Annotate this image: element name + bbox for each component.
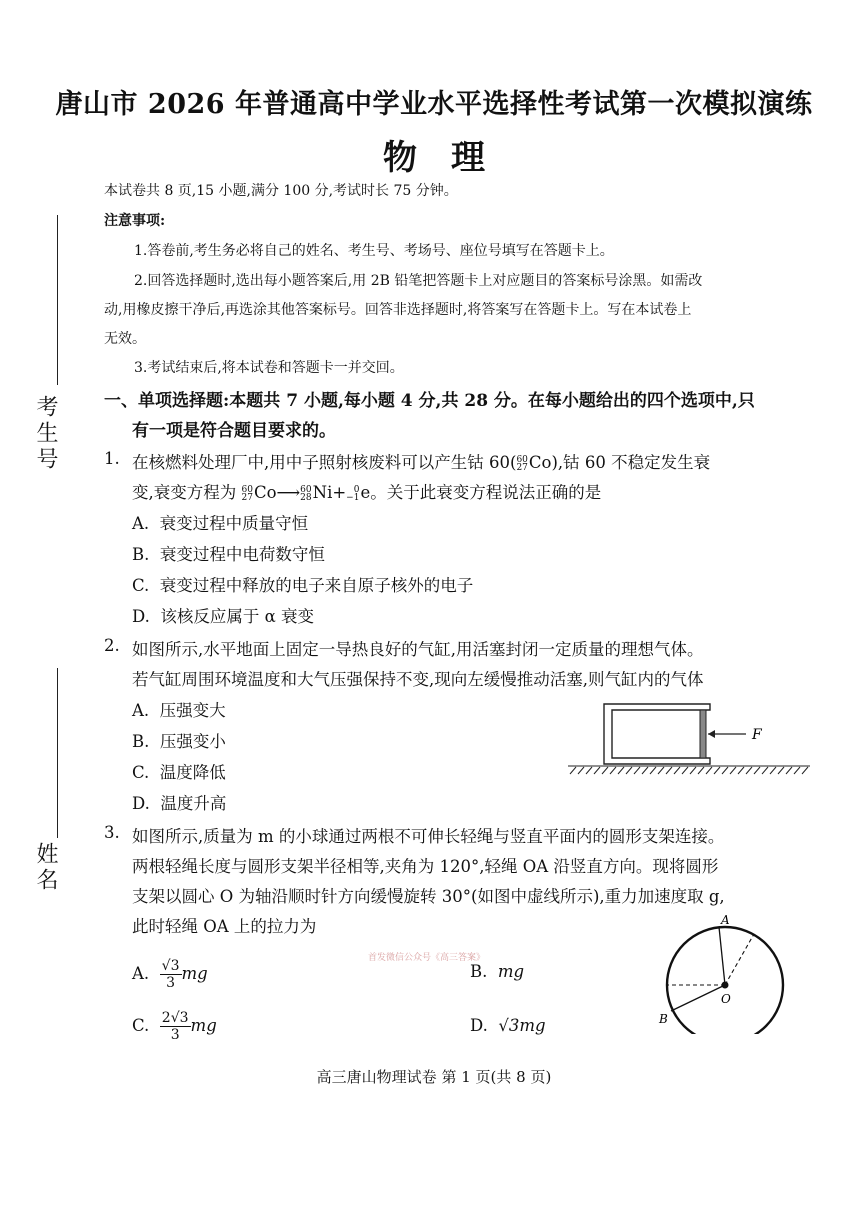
option-text: 该核反应属于 α 衰变 xyxy=(160,607,315,626)
option-text: mg xyxy=(190,1016,217,1035)
option-label: C. xyxy=(132,763,150,782)
fraction xyxy=(160,1010,191,1043)
notice-item-1: 1.答卷前,考生务必将自己的姓名、考生号、考场号、座位号填写在答题卡上。 xyxy=(134,243,614,259)
section-heading: 一、单项选择题:本题共 7 小题,每小题 4 分,共 28 分。在每小题给出的四个选项中,只 xyxy=(104,391,755,411)
co-mass-number: 60 xyxy=(516,454,528,465)
electron-mass-number: 0 xyxy=(353,484,360,495)
q1-text-4: e。关于此衰变方程说法正确的是 xyxy=(360,483,602,502)
q1-text-2: Co),钴 60 不稳定发生衰 xyxy=(528,453,711,472)
point-label-o: O xyxy=(721,992,731,1006)
option-d xyxy=(470,1016,546,1035)
exam-title: 唐山市 2026 年普通高中学业水平选择性考试第一次模拟演练 xyxy=(55,89,813,120)
co-mass-number-2: 60 xyxy=(241,484,253,495)
piston xyxy=(700,710,706,758)
name-label: 姓名 xyxy=(33,842,58,894)
force-arrow-head xyxy=(708,730,715,738)
option-text: 压强变大 xyxy=(159,701,226,720)
electron-charge-number: −1 xyxy=(346,492,360,503)
question-3-line-4: 此时轻绳 OA 上的拉力为 xyxy=(132,917,317,936)
point-label-b: B xyxy=(659,1012,668,1026)
notice-title: 注意事项: xyxy=(104,213,166,229)
question-2-line-1: 如图所示,水平地面上固定一导热良好的气缸,用活塞封闭一定质量的理想气体。 xyxy=(132,640,704,659)
fraction-denominator: 3 xyxy=(170,1027,180,1043)
section-heading-cont: 有一项是符合题目要求的。 xyxy=(132,421,336,441)
option-d xyxy=(132,603,314,627)
ni-mass-number: 60 xyxy=(300,484,312,495)
option-label: D. xyxy=(132,607,150,626)
notice-item-2c: 无效。 xyxy=(104,331,146,347)
notice-item-3: 3.考试结束后,将本试卷和答题卡一并交回。 xyxy=(134,360,404,376)
watermark: 首发微信公众号《高三答案》 xyxy=(368,953,486,963)
option-a xyxy=(132,958,208,991)
option-text: mg xyxy=(497,962,525,981)
question-3-line-1: 如图所示,质量为 m 的小球通过两根不可伸长轻绳与竖直平面内的圆形支架连接。 xyxy=(132,827,725,846)
question-1-line-1 xyxy=(132,449,710,473)
fraction-numerator: √3 xyxy=(161,958,180,974)
subject-title: 物理 xyxy=(383,138,519,178)
option-label: A. xyxy=(132,701,150,720)
question-number: 2. xyxy=(104,636,120,655)
option-b xyxy=(470,962,524,981)
q1-text-3: 变,衰变方程为 xyxy=(132,483,242,502)
binding-line-top xyxy=(57,215,58,385)
ground-hatching xyxy=(568,766,810,774)
binding-line-bottom xyxy=(57,668,58,838)
co-atomic-number-2: 27 xyxy=(241,492,253,503)
ni-nuclide-numbers xyxy=(300,486,311,502)
option-label: C. xyxy=(132,1016,150,1035)
rope-oa xyxy=(719,927,725,985)
page-footer: 高三唐山物理试卷 第 1 页(共 8 页) xyxy=(316,1068,552,1086)
option-label: C. xyxy=(132,576,150,595)
fraction-numerator: 2√3 xyxy=(161,1010,189,1026)
question-3-line-3: 支架以圆心 O 为轴沿顺时针方向缓慢旋转 30°(如图中虚线所示),重力加速度取 g, xyxy=(132,887,725,906)
notice-item-2b: 动,用橡皮擦干净后,再选涂其他答案标号。回答非选择题时,将答案写在答题卡上。写在本试卷上 xyxy=(104,302,692,318)
option-label: A. xyxy=(132,514,150,533)
q1-text: 在核燃料处理厂中,用中子照射核废料可以产生钴 60( xyxy=(132,453,517,472)
intro-line: 本试卷共 8 页,15 小题,满分 100 分,考试时长 75 分钟。 xyxy=(104,183,458,199)
question-number: 3. xyxy=(104,823,120,842)
question-2-line-2: 若气缸周围环境温度和大气压强保持不变,现向左缓慢推动活塞,则气缸内的气体 xyxy=(132,670,704,689)
option-c xyxy=(132,572,473,596)
option-label: D. xyxy=(470,1016,488,1035)
option-c xyxy=(132,759,226,783)
rope-ob xyxy=(671,985,725,1011)
option-label: B. xyxy=(132,545,150,564)
option-d xyxy=(132,790,226,814)
option-c xyxy=(132,1010,217,1043)
option-a xyxy=(132,510,308,534)
circle-frame-diagram xyxy=(655,912,795,1034)
option-text: 温度降低 xyxy=(159,763,226,782)
option-a xyxy=(132,697,226,721)
cobalt-arrow: Co⟶ xyxy=(253,483,301,502)
fraction-denominator: 3 xyxy=(166,975,176,991)
co-nuclide-numbers xyxy=(516,456,527,472)
cylinder-walls xyxy=(604,704,710,764)
fraction xyxy=(160,958,182,991)
ball xyxy=(722,982,729,989)
option-text: 衰变过程中质量守恒 xyxy=(159,514,309,533)
option-label: A. xyxy=(132,964,150,983)
notice-item-2a: 2.回答选择题时,选出每小题答案后,用 2B 铅笔把答题卡上对应题目的答案标号涂黑。如需改 xyxy=(134,273,703,289)
option-text: 压强变小 xyxy=(159,732,226,751)
option-text: 温度升高 xyxy=(160,794,227,813)
point-label-a: A xyxy=(721,913,730,927)
co-nuclide-numbers-2 xyxy=(242,486,253,502)
option-b xyxy=(132,728,226,752)
force-label: F xyxy=(752,727,762,743)
nickel-plus: Ni+ xyxy=(312,483,347,502)
option-text: 衰变过程中电荷数守恒 xyxy=(159,545,325,564)
question-3-line-2: 两根轻绳长度与圆形支架半径相等,夹角为 120°,轻绳 OA 沿竖直方向。现将圆形 xyxy=(132,857,719,876)
option-b xyxy=(132,541,325,565)
cylinder-diagram xyxy=(560,690,820,785)
option-text: 衰变过程中释放的电子来自原子核外的电子 xyxy=(159,576,474,595)
co-atomic-number: 27 xyxy=(516,462,528,473)
exam-no-label: 考生号 xyxy=(33,395,58,473)
option-label: B. xyxy=(132,732,150,751)
question-1-line-2 xyxy=(132,479,601,503)
option-text: √3mg xyxy=(498,1016,546,1035)
rotated-rope-dashed xyxy=(725,934,754,985)
option-label: B. xyxy=(470,962,488,981)
question-number: 1. xyxy=(104,449,120,468)
option-text: mg xyxy=(181,964,208,983)
option-label: D. xyxy=(132,794,150,813)
electron-numbers xyxy=(346,486,359,502)
ni-atomic-number: 28 xyxy=(300,492,312,503)
